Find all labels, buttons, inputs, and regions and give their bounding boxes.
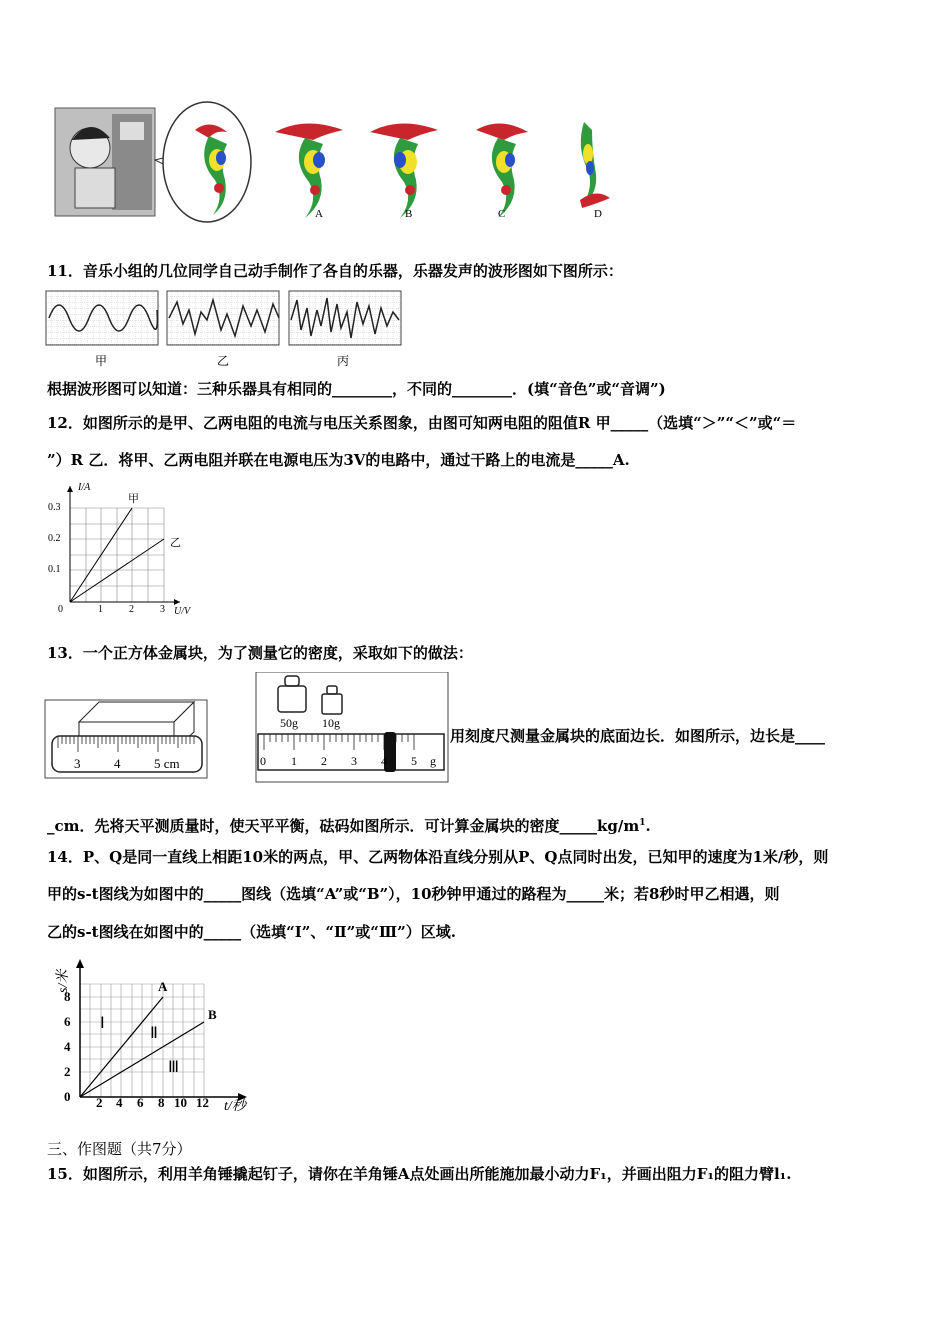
q14-y-tick-4: 4 (64, 1039, 71, 1054)
weight-10g: 10g (322, 716, 340, 730)
q12-x-tick-0: 0 (58, 604, 63, 615)
scale-tick-2: 2 (321, 754, 327, 768)
option-label-d: D (594, 208, 602, 220)
q12-graph (40, 478, 210, 623)
top-figure (50, 100, 630, 230)
q13-line2-sup: 1 (639, 818, 646, 828)
ruler-and-balance (44, 672, 454, 784)
q12-x-tick-3: 3 (160, 604, 165, 615)
q12-y-tick-03: 0.3 (48, 502, 61, 513)
q13-figure (44, 672, 454, 784)
q14-y-tick-2: 2 (64, 1064, 71, 1079)
wave-label-bing: 丙 (337, 354, 350, 368)
scale-tick-3: 3 (351, 754, 357, 768)
q12-x-tick-1: 1 (98, 604, 103, 615)
ruler-tick-4: 4 (114, 756, 121, 771)
waveform-panels (45, 290, 405, 350)
q12-y-tick-02: 0.2 (48, 533, 61, 544)
top-figure-drawing (50, 100, 630, 230)
q14-y-axis-label: s/米 (56, 969, 71, 993)
q14-y-tick-8: 8 (64, 989, 71, 1004)
q12-y-tick-01: 0.1 (48, 564, 61, 575)
q14-x-tick-8: 8 (158, 1095, 165, 1110)
q14-x-tick-6: 6 (137, 1095, 144, 1110)
section3-title: 三、作图题（共7分） (47, 1140, 192, 1158)
wave-label-yi: 乙 (217, 354, 230, 368)
q13-inline-text: 用刻度尺测量金属块的底面边长．如图所示，边长是____ (450, 727, 826, 745)
option-label-c: C (498, 208, 506, 220)
q13-line2-text: _cm．先将天平测质量时，使天平平衡，砝码如图所示．可计算金属块的密度_____kg/m (47, 817, 640, 835)
q14-x-tick-2: 2 (96, 1095, 103, 1110)
scale-tick-5: 5 (411, 754, 417, 768)
q13-stem: 13．一个正方体金属块，为了测量它的密度，采取如下的做法： (47, 644, 473, 662)
ruler-tick-5cm: 5 cm (154, 756, 180, 771)
q12-x-tick-2: 2 (129, 604, 134, 615)
scale-tick-1: 1 (291, 754, 297, 768)
q12-x-axis-label: U/V (174, 606, 191, 617)
q14-region-3: Ⅲ (168, 1059, 180, 1076)
q14-y-tick-0: 0 (64, 1089, 71, 1104)
q14-line3: 乙的s-t图线在如图中的_____（选填“Ⅰ”、“Ⅱ”或“Ⅲ”）区域. (47, 923, 457, 941)
q11-line2: 根据波形图可以知道：三种乐器具有相同的________，不同的________．(填“音色”或“音调”) (47, 380, 666, 398)
q14-x-tick-12: 12 (196, 1095, 209, 1110)
q14-line-label-b: B (208, 1007, 217, 1022)
q13-line2 (47, 813, 651, 836)
iu-graph (40, 478, 210, 623)
q14-region-1: Ⅰ (100, 1015, 105, 1032)
scale-tick-4: 4 (381, 754, 387, 768)
weight-50g: 50g (280, 716, 298, 730)
q15-text: 15．如图所示，利用羊角锤撬起钉子，请你在羊角锤A点处画出所能施加最小动力F₁，并画出阻力F₁的阻力臂l₁. (47, 1165, 792, 1183)
option-label-b: B (405, 208, 413, 220)
q11-waveforms (45, 290, 405, 370)
q12-line-label-yi: 乙 (170, 537, 181, 549)
ruler-tick-3: 3 (74, 756, 81, 771)
scale-tick-0: 0 (260, 754, 266, 768)
q14-x-tick-4: 4 (116, 1095, 123, 1110)
q14-line2: 甲的s-t图线为如图中的_____图线（选填“A”或“B”），10秒钟甲通过的路程为_____米；若8秒时甲乙相遇，则 (47, 885, 780, 903)
q12-line1: 12．如图所示的是甲、乙两电阻的电流与电压关系图象，由图可知两电阻的阻值R 甲_____（选填“＞”“＜”或“＝ (47, 414, 797, 432)
q11-stem: 11．音乐小组的几位同学自己动手制作了各自的乐器，乐器发声的波形图如下图所示： (47, 262, 623, 280)
q14-line1: 14．P、Q是同一直线上相距10米的两点，甲、乙两物体沿直线分别从P、Q点同时出发，已知甲的速度为1米/秒，则 (47, 848, 829, 866)
q12-line2: ”）R 乙．将甲、乙两电阻并联在电源电压为3V的电路中，通过干路上的电流是_____A. (47, 451, 630, 469)
q13-line2-end: . (645, 817, 651, 835)
wave-label-jia: 甲 (95, 354, 108, 368)
q12-line-label-jia: 甲 (128, 493, 139, 505)
q14-line-label-a: A (158, 979, 168, 994)
scale-tick-g: g (430, 754, 436, 768)
q14-y-tick-6: 6 (64, 1014, 71, 1029)
q14-x-axis-label: t/秒 (224, 1099, 246, 1114)
q14-x-tick-10: 10 (174, 1095, 187, 1110)
q14-region-2: Ⅱ (150, 1025, 158, 1042)
q14-graph (50, 955, 280, 1125)
q12-y-axis-label: I/A (78, 482, 91, 493)
option-label-a: A (315, 208, 323, 220)
